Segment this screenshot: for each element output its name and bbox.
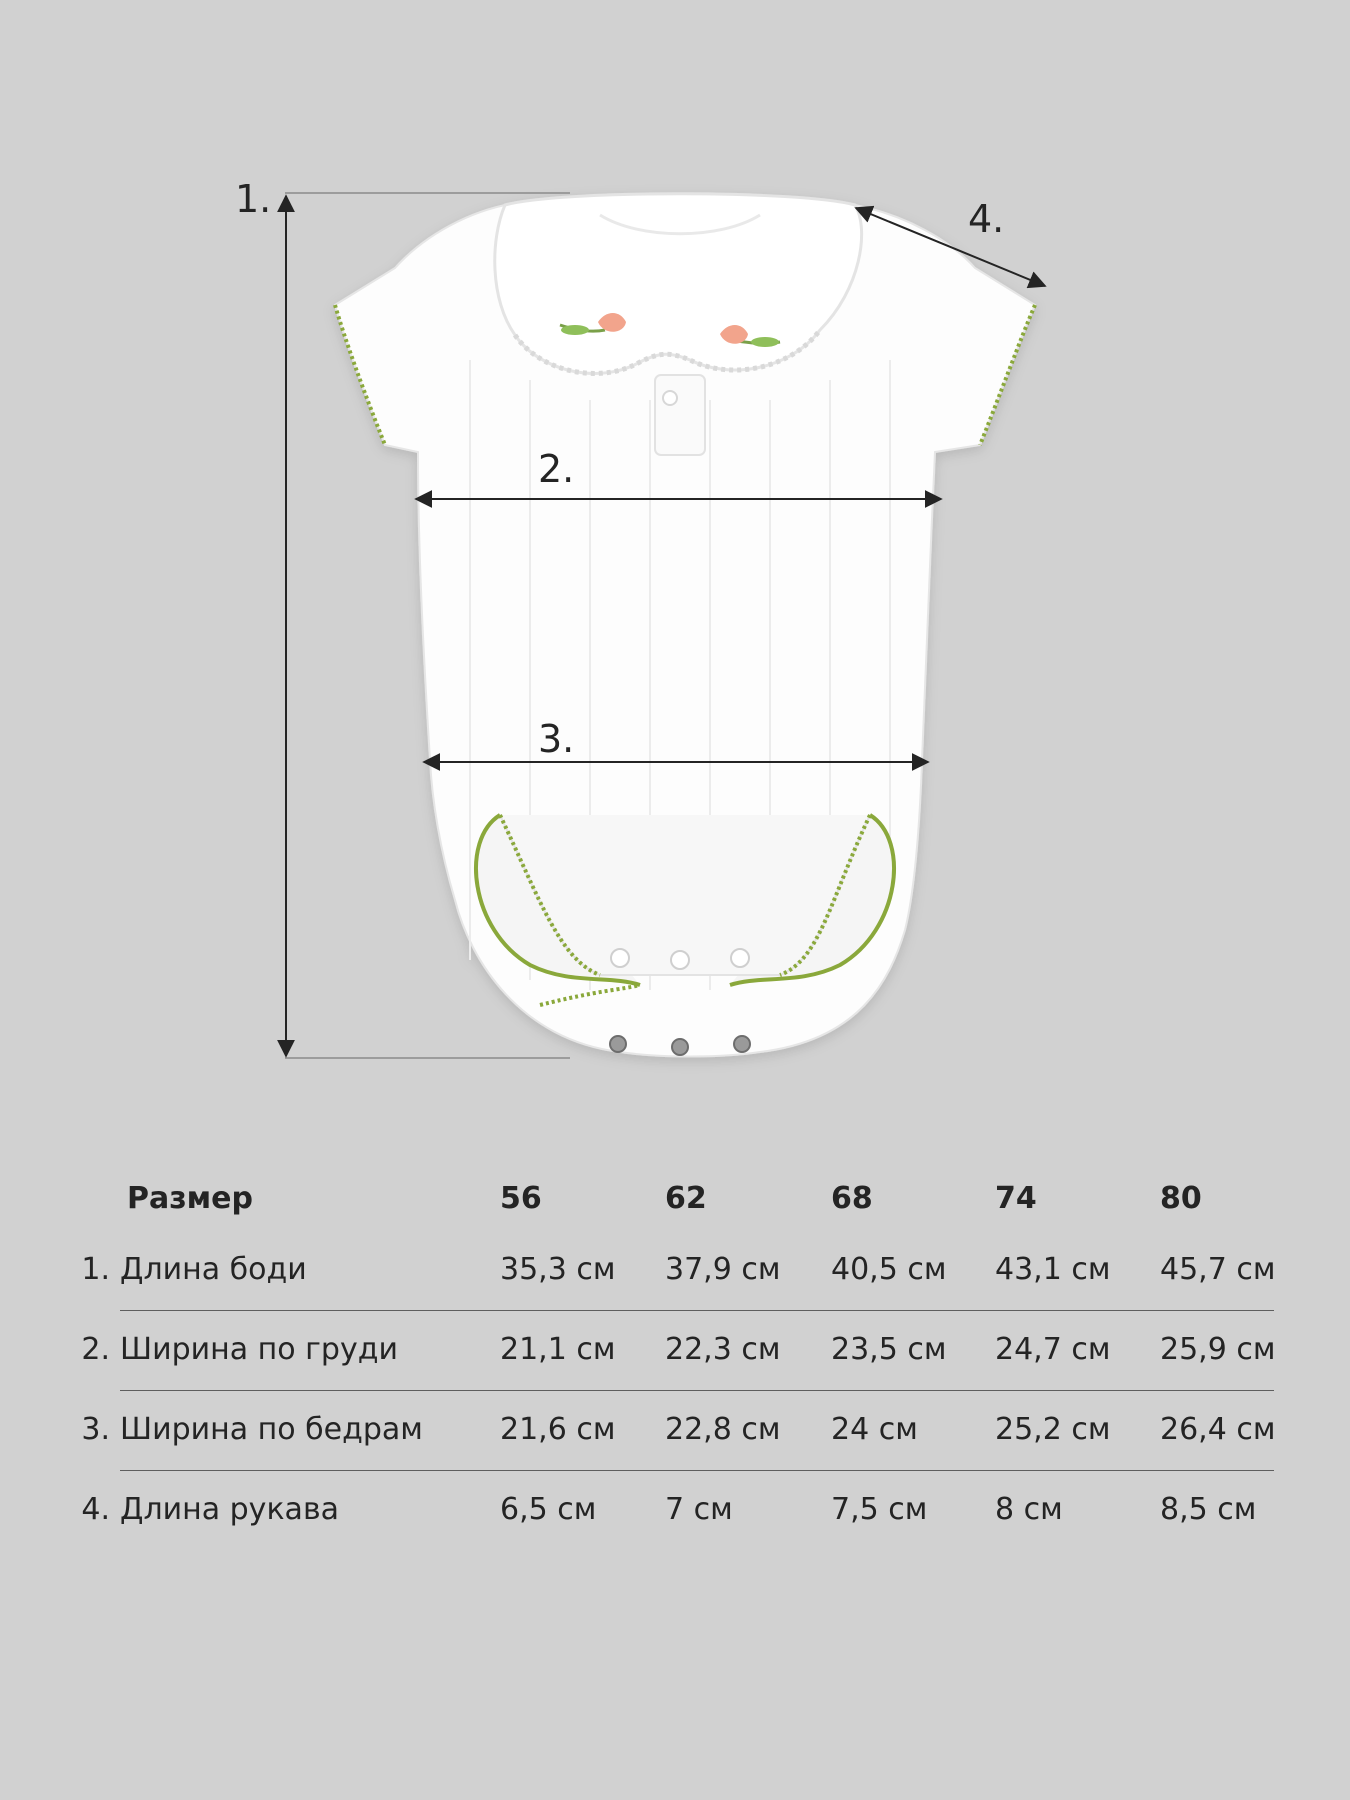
measurement-label-2: 2.: [538, 447, 575, 491]
table-cell: 22,3 см: [665, 1332, 781, 1367]
row-label-chest-width: Ширина по груди: [120, 1332, 398, 1367]
table-cell: 24 см: [831, 1412, 918, 1447]
row-index: 3.: [81, 1412, 110, 1447]
table-cell: 24,7 см: [995, 1332, 1111, 1367]
table-cell: 7,5 см: [831, 1492, 928, 1527]
table-cell: 7 см: [665, 1492, 733, 1527]
table-cell: 22,8 см: [665, 1412, 781, 1447]
table-header-label: Размер: [127, 1181, 254, 1216]
table-cell: 35,3 см: [500, 1252, 616, 1287]
table-cell: 6,5 см: [500, 1492, 597, 1527]
table-header-size-56: 56: [500, 1181, 542, 1216]
table-header-size-62: 62: [665, 1181, 707, 1216]
table-cell: 37,9 см: [665, 1252, 781, 1287]
table-cell: 25,9 см: [1160, 1332, 1276, 1367]
row-label-sleeve-length: Длина рукава: [120, 1492, 340, 1527]
table-cell: 26,4 см: [1160, 1412, 1276, 1447]
baby-bodysuit-image: [335, 194, 1035, 1057]
table-cell: 25,2 см: [995, 1412, 1111, 1447]
table-cell: 8,5 см: [1160, 1492, 1257, 1527]
row-divider: [120, 1470, 1274, 1471]
row-index: 4.: [81, 1492, 110, 1527]
table-cell: 43,1 см: [995, 1252, 1111, 1287]
table-cell: 21,1 см: [500, 1332, 616, 1367]
row-divider: [120, 1390, 1274, 1391]
table-header-size-80: 80: [1160, 1181, 1202, 1216]
table-cell: 45,7 см: [1160, 1252, 1276, 1287]
table-cell: 40,5 см: [831, 1252, 947, 1287]
table-header-size-68: 68: [831, 1181, 873, 1216]
row-divider: [120, 1310, 1274, 1311]
row-index: 2.: [81, 1332, 110, 1367]
table-cell: 21,6 см: [500, 1412, 616, 1447]
row-label-hip-width: Ширина по бедрам: [120, 1412, 423, 1447]
measurement-label-3: 3.: [538, 717, 575, 761]
measurement-label-1: 1.: [235, 177, 272, 221]
row-label-body-length: Длина боди: [120, 1252, 307, 1287]
row-index: 1.: [81, 1252, 110, 1287]
table-cell: 8 см: [995, 1492, 1063, 1527]
table-header-size-74: 74: [995, 1181, 1037, 1216]
table-cell: 23,5 см: [831, 1332, 947, 1367]
measurement-label-4: 4.: [968, 197, 1005, 241]
